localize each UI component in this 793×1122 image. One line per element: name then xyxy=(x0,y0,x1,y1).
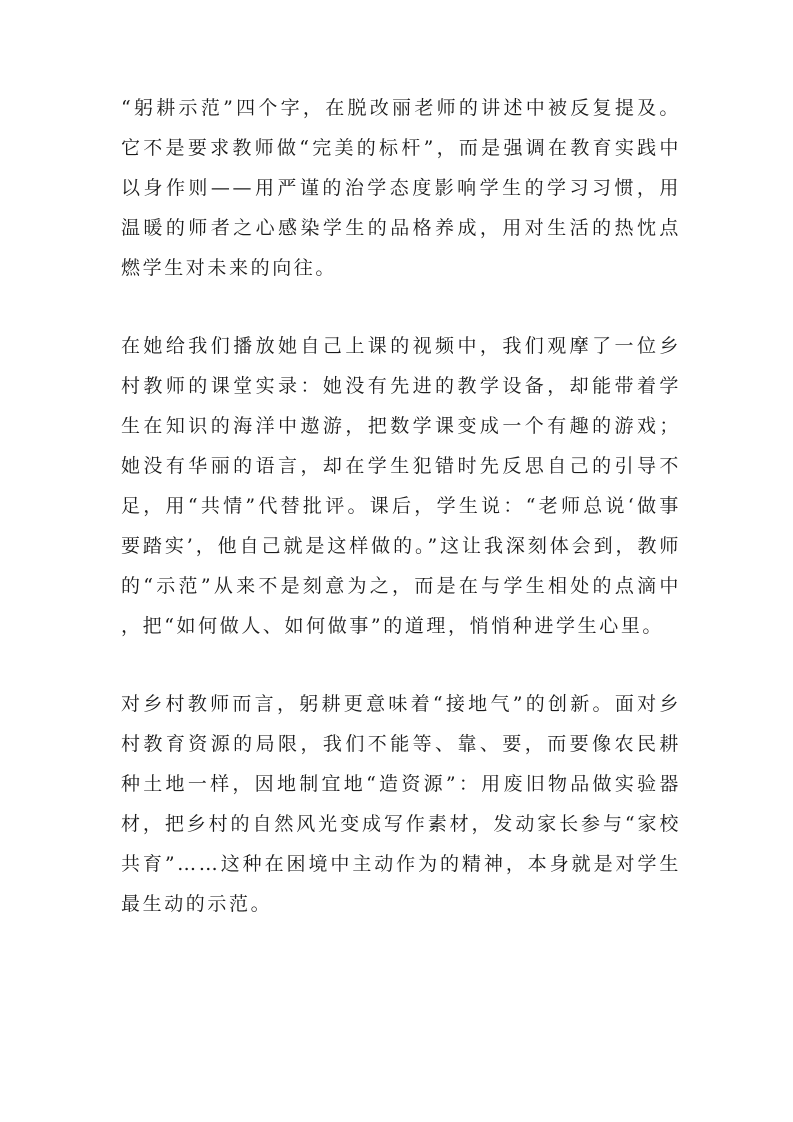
document-body xyxy=(121,88,681,924)
paragraph-3: 对乡村教师而言，躬耕更意味着“接地气”的创新。面对乡村教育资源的局限，我们不能等、靠、要，而要像农民耕种土地一样，因地制宜地“造资源”：用废旧物品做实验器材，把乡村的自然风光变成写作素材，发动家长参与“家校共育”……这种在困境中主动作为的精神，本身就是对学生最生动的示范。 xyxy=(121,693,681,915)
paragraph-2: 在她给我们播放她自己上课的视频中，我们观摩了一位乡村教师的课堂实录：她没有先进的教学设备，却能带着学生在知识的海洋中遨游，把数学课变成一个有趣的游戏；她没有华丽的语言，却在学生犯错时先反思自己的引导不足，用“共情”代替批评。课后，学生说：“老师总说‘做事要踏实’，他自己就是这样做的。”这让我深刻体会到，教师的“示范”从来不是刻意为之，而是在与学生相处的点滴中，把“如何做人、如何做事”的道理，悄悄种进学生心里。 xyxy=(121,335,681,637)
paragraph-1: “躬耕示范”四个字，在脱改丽老师的讲述中被反复提及。它不是要求教师做“完美的标杆”，而是强调在教育实践中以身作则——用严谨的治学态度影响学生的学习习惯，用温暖的师者之心感染学生的品格养成，用对生活的热忱点燃学生对未来的向往。 xyxy=(121,97,681,279)
